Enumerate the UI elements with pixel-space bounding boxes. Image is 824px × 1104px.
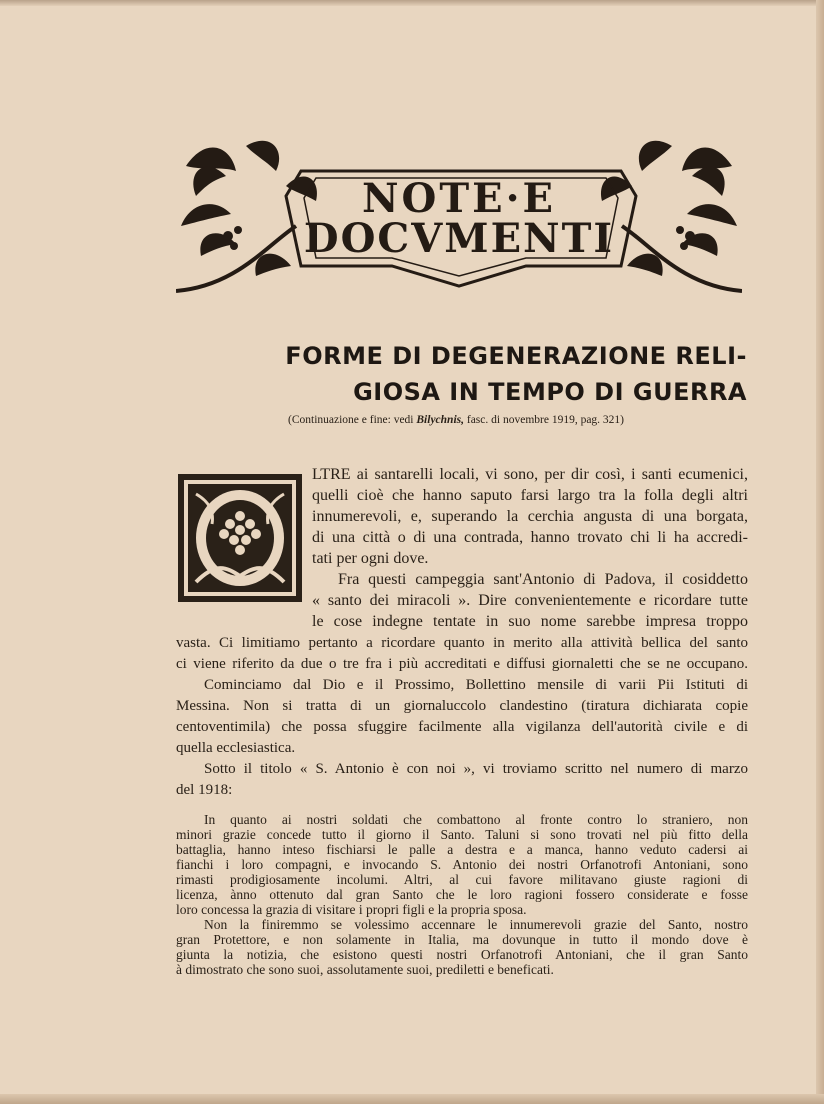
article-title-line-2: GIOSA IN TEMPO DI GUERRA — [353, 378, 747, 406]
right-foliage-icon — [601, 141, 742, 291]
quote-line: giunta la notizia, che esistono questi nostri Orfanotrofi Antoniani, che il gran Santo — [176, 947, 748, 962]
page-edge-bottom — [0, 1094, 824, 1104]
continuation-journal: Bilychnis, — [416, 414, 464, 426]
quote-line: à dimostrato che sono suoi, assolutamente suoi, prediletti e beneficati. — [176, 962, 554, 977]
body-line: del 1918: — [176, 782, 233, 798]
body-line: le cose indegne tentate in suo nome sarebbe impresa troppo — [312, 613, 748, 630]
body-line: « santo dei miracoli ». Dire convenientemente e ricordare tutte — [312, 592, 748, 609]
body-line: Messina. Non si tratta di un giornaluccolo clandestino (tiratura dichiarata copie — [176, 698, 748, 714]
drop-cap-ornament — [176, 472, 304, 604]
article-title-line-1: FORME DI DEGENERAZIONE RELI- — [285, 342, 747, 370]
body-line: vasta. Ci limitiamo pertanto a ricordare quanto in merito alla attività bellica del santo — [176, 635, 748, 651]
page-edge-right — [816, 0, 824, 1104]
header-line-2: DOCVMENTI — [303, 215, 615, 262]
body-line: ci viene riferito da due o tre fra i più accreditati e diffusi giornaletti che se ne occupano. — [176, 656, 748, 672]
body-line: di una città o di una contrada, hanno trovato chi li ha accredi- — [312, 529, 748, 546]
ornamental-initial-o-icon — [176, 472, 304, 604]
page-edge-top — [0, 0, 824, 6]
body-line: quelli cioè che hanno saputo farsi largo tra la folla degli altri — [312, 487, 748, 504]
continuation-note — [288, 414, 748, 426]
header-line-1: NOTE·E — [361, 175, 557, 222]
body-line: centoventimila) che possa sfuggire facilmente alla vigilanza dell'autorità civile e di — [176, 719, 748, 735]
quote-line: licenza, ànno ottenuto dal gran Santo che le loro ragioni fossero considerate e fosse — [176, 887, 748, 902]
body-line: quella ecclesiastica. — [176, 740, 296, 756]
quote-line: Non la finiremmo se volessimo accennare le innumerevoli grazie del Santo, nostro — [204, 917, 748, 932]
foliage-banner-icon — [176, 126, 742, 296]
section-header-ornament — [176, 126, 742, 296]
quote-line: loro concessa la grazia di visitare i propri figli e la propria sposa. — [176, 902, 527, 917]
continuation-suffix: fasc. di novembre 1919, pag. 321) — [464, 414, 625, 426]
body-line: tati per ogni dove. — [312, 550, 429, 567]
body-line: Fra questi campeggia sant'Antonio di Padova, il cosiddetto — [338, 571, 748, 588]
body-line: Sotto il titolo « S. Antonio è con noi », vi troviamo scritto nel numero di marzo — [204, 761, 748, 777]
quote-line: In quanto ai nostri soldati che combattono al fronte contro lo straniero, non — [204, 812, 748, 827]
body-line: Cominciamo dal Dio e il Prossimo, Bollettino mensile di varii Pii Istituti di — [204, 677, 748, 693]
quote-line: minori grazie concede tutto il giorno il Santo. Taluni si sono trovati nel più fitto della — [176, 827, 748, 842]
body-line: LTRE ai santarelli locali, vi sono, per dir così, i santi ecumenici, — [312, 466, 748, 483]
quote-line: rimasti prodigiosamente incolumi. Altri, al cui favore militavano giuste ragioni di — [176, 872, 748, 887]
quote-line: fianchi i loro compagni, e invocando S. Antonio dei nostri Orfanotrofi Antoniani, sono — [176, 857, 748, 872]
quote-line: battaglia, hanno inteso fischiarsi le palle a destra e a manca, hanno veduto cadersi ai — [176, 842, 748, 857]
left-foliage-icon — [176, 141, 317, 291]
body-line: innumerevoli, e, superando la cerchia angusta di una borgata, — [312, 508, 748, 525]
quote-line: gran Protettore, e non solamente in Italia, ma dovunque in tutto il mondo dove è — [176, 932, 748, 947]
continuation-prefix: (Continuazione e fine: vedi — [288, 414, 417, 426]
